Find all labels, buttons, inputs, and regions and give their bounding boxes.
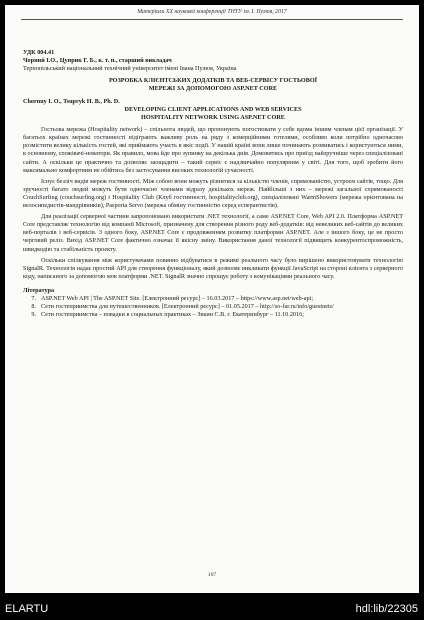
title-ukrainian [23, 77, 403, 93]
title-ukrainian-line: МЕРЕЖІ ЗА ДОПОМОГОЮ ASP.NET CORE [148, 85, 278, 93]
literature-item [23, 311, 403, 319]
literature-text: ASP.NET Web API | The ASP.NET Site. [Електронний ресурс] – 16.03.2017 – https://www.asp.net/web-api; [41, 294, 314, 302]
literature-number: 9. [31, 311, 36, 319]
header-divider [21, 19, 403, 20]
document-page [5, 5, 419, 593]
body-paragraph: Існує безліч видів мереж гостинності. Між собою вони можуть різнитися за кількістю членів, спрямованістю, устроєм сайтів, тощо. Для зручності багато людей можуть бути одночасно членами відразу декількох мереж. Найбільші з них – мережі загальної спрямованості CouchSurfing (couchsurfing.org) і Hospitality Club (Клуб гостинності, hospitalityclub.org), спеціалізовані WarmShowers (мережа орієнтована на велосипедистів-мандрівників), Pasporta Servo (мережа обміну гостинністю серед есперантистів). [23, 177, 403, 210]
title-english [23, 106, 403, 122]
title-english-line: HOSPITALITY NETWORK USING ASP.NET CORE [141, 113, 285, 121]
handle-identifier: hdl:lib/22305 [355, 603, 418, 615]
page-number: 107 [207, 572, 217, 578]
body-paragraph: Для реалізації серверної частини запропоновано використати .NET технології, а саме ASP.NET Core, Web API 2.0. Платформа ASP.NET Core представляє технологію від компанії Microsoft, призначену для створення різного роду веб-додатків: від невеликих веб-сайтів до великих веб-порталів і веб-сервісів. З одного боку, ASP.NET Core є продовженням розвитку платформи ASP.NET. Але з іншого боку, це не просто черговий реліз. Вихід ASP.NET Core фактично означає її якісну зміну. Використання даної технології підвищить конкурентоспроможність, швидкодію та стабільність проекту. [23, 213, 403, 253]
title-ukrainian-line: РОЗРОБКА КЛІЄНТСЬКИХ ДОДАТКІВ ТА ВЕБ-СЕРВІСУ ГОСТЬОВОЇ [108, 77, 318, 85]
repository-label: ELARTU [5, 603, 49, 615]
article-body [23, 49, 403, 319]
running-header: Матеріали XX наукової конференції ТНТУ ім. І. Пулюя, 2017 [137, 9, 287, 15]
literature-number: 7. [31, 294, 36, 302]
body-paragraph: Оскільки спілкування між користувачами повинно відбуватися в режимі реального часу було вирішено використовувати технологію SignalR. Технологія надає простий API для створення функціоналу, який дозволяє викликати функції JavaScript на стороні клієнта з серверного коду, написаного за допомогою мов платформи .NET. SignalR значно спрощує роботу з комунікаціями реального часу. [23, 256, 403, 280]
authors-english: Chornuy I. O., Tsupryk H. B., Ph. D. [23, 97, 120, 105]
udk-code: УДК 004.41 [23, 49, 55, 56]
body-paragraph: Гостьова мережа (Hospitality network) – спільнота людей, що пропонують погостювати у себе вдома іншим членам цієї організації. У багатьох країнах мережі гостинності відіграють важливу роль на ряду з комерційними готелями, особливо коли потрібно одночасово розмістити велику кількість гостей, які приймають участь в якіс події. У нашій країні вони лише починають розвиватись і користуються ними, в основному, спожівачі-новатори. Як правило, мова йде про зупинку на декілька днів. Домовитись про приїзд найзручніше через спеціалізовані сайти. А оскільки це практично та дозволяє заощадити – такий сервіс є надзвичайно популярним у світі. Для того, щоб зробити його максимально комфортним не обійтись без застосування високих технологій сучасності. [23, 126, 403, 174]
literature-item [23, 303, 403, 311]
authors-ukrainian: Чорний І.О., Цуприк Г. Б., к. т. н., старший викладач [23, 57, 172, 65]
literature-list [23, 295, 403, 319]
literature-number: 8. [31, 303, 36, 311]
title-english-line: DEVELOPING CLIENT APPLICATIONS AND WEB SERVICES [124, 105, 302, 113]
literature-item [23, 295, 403, 303]
affiliation: Тернопільський національний технічний університет імені Івана Пулюя, Україна [23, 65, 237, 73]
literature-heading: Література [23, 286, 55, 294]
literature-text: Сети гостеприимства – повадки в социальных практиках – Звкин С.В. г. Екатеринбург – 11.10.2016; [41, 311, 304, 319]
literature-text: Сети гостеприимства для путешественников. [Електронний ресурс] – 01.05.2017 – http://so-far.ru/info/guestnets/ [41, 303, 334, 311]
